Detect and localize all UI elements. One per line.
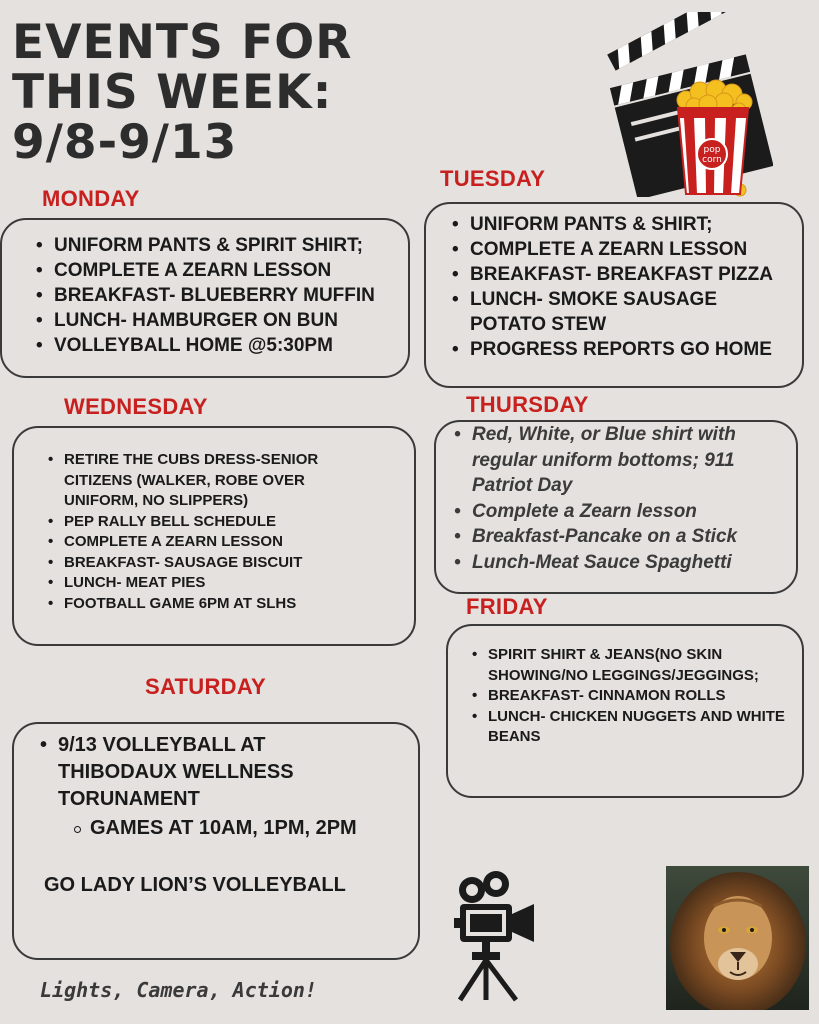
saturday-list [38, 732, 408, 813]
saturday-heading: SATURDAY [145, 674, 266, 699]
friday-heading: FRIDAY [466, 594, 548, 619]
thursday-heading: THURSDAY [466, 392, 589, 417]
list-item: • COMPLETE A ZEARN LESSON [470, 237, 792, 262]
list-item: • SPIRIT SHIRT & JEANS(NO SKIN SHOWING/NO LEGGINGS/JEGGINGS; [488, 645, 778, 686]
footer-tagline: Lights, Camera, Action! [40, 978, 317, 1002]
thursday-list [452, 422, 788, 575]
title-line-2: THIS WEEK: [12, 65, 333, 120]
list-item: • VOLLEYBALL HOME @5:30PM [54, 333, 408, 358]
list-item: • UNIFORM PANTS & SPIRIT SHIRT; [54, 233, 408, 258]
list-item: • Complete a Zearn lesson [472, 499, 788, 525]
saturday-box [12, 722, 420, 960]
popcorn-icon [677, 80, 752, 196]
list-item: • COMPLETE A ZEARN LESSON [64, 532, 400, 553]
list-item: • Red, White, or Blue shirt with regular uniform bottoms; 911 Patriot Day [472, 422, 788, 499]
list-item: • UNIFORM PANTS & SHIRT; [470, 212, 792, 237]
tuesday-list [450, 212, 792, 362]
tuesday-heading: TUESDAY [440, 166, 546, 191]
list-item: • BREAKFAST- SAUSAGE BISCUIT [64, 553, 400, 574]
monday-box [0, 218, 410, 378]
title-line-3: 9/8-9/13 [12, 115, 238, 170]
saturday-subitem: GAMES AT 10AM, 1PM, 2PM [90, 815, 370, 842]
list-item: • PROGRESS REPORTS GO HOME [470, 337, 792, 362]
tuesday-box [424, 202, 804, 388]
list-item: • COMPLETE A ZEARN LESSON [54, 258, 408, 283]
friday-box [446, 624, 804, 798]
title-line-1: EVENTS FOR [12, 15, 353, 70]
list-item: • LUNCH- SMOKE SAUSAGE POTATO STEW [470, 287, 760, 337]
thursday-box [434, 420, 798, 594]
monday-list [34, 233, 408, 358]
list-item: • LUNCH- MEAT PIES [64, 573, 400, 594]
page-title [12, 15, 353, 170]
list-item: • BREAKFAST- BLUEBERRY MUFFIN [54, 283, 408, 308]
wednesday-heading: WEDNESDAY [64, 394, 208, 419]
list-item: • PEP RALLY BELL SCHEDULE [64, 512, 400, 533]
popcorn-label-2: corn [702, 155, 722, 165]
wednesday-list [46, 450, 400, 614]
monday-heading: MONDAY [42, 186, 140, 211]
list-item: • BREAKFAST- BREAKFAST PIZZA [470, 262, 792, 287]
list-item: • 9/13 VOLLEYBALL AT THIBODAUX WELLNESS TORUNAMENT [58, 732, 348, 813]
list-item: • LUNCH- CHICKEN NUGGETS AND WHITE BEANS [488, 707, 800, 748]
friday-list [470, 645, 798, 748]
wednesday-box [12, 426, 416, 646]
list-item: • RETIRE THE CUBS DRESS-SENIOR CITIZENS (WALKER, ROBE OVER UNIFORM, NO SLIPPERS) [64, 450, 364, 512]
list-item: • LUNCH- HAMBURGER ON BUN [54, 308, 408, 333]
movie-camera-icon [446, 868, 538, 1002]
popcorn-label-1: pop [703, 145, 721, 155]
lion-photo [666, 866, 809, 1010]
list-item: • FOOTBALL GAME 6PM AT SLHS [64, 594, 400, 615]
list-item: • Lunch-Meat Sauce Spaghetti [472, 550, 788, 576]
saturday-closing: GO LADY LION’S VOLLEYBALL [44, 874, 346, 896]
list-item: • BREAKFAST- CINNAMON ROLLS [488, 686, 798, 707]
clapperboard-icon [598, 12, 773, 197]
list-item: • Breakfast-Pancake on a Stick [472, 524, 788, 550]
